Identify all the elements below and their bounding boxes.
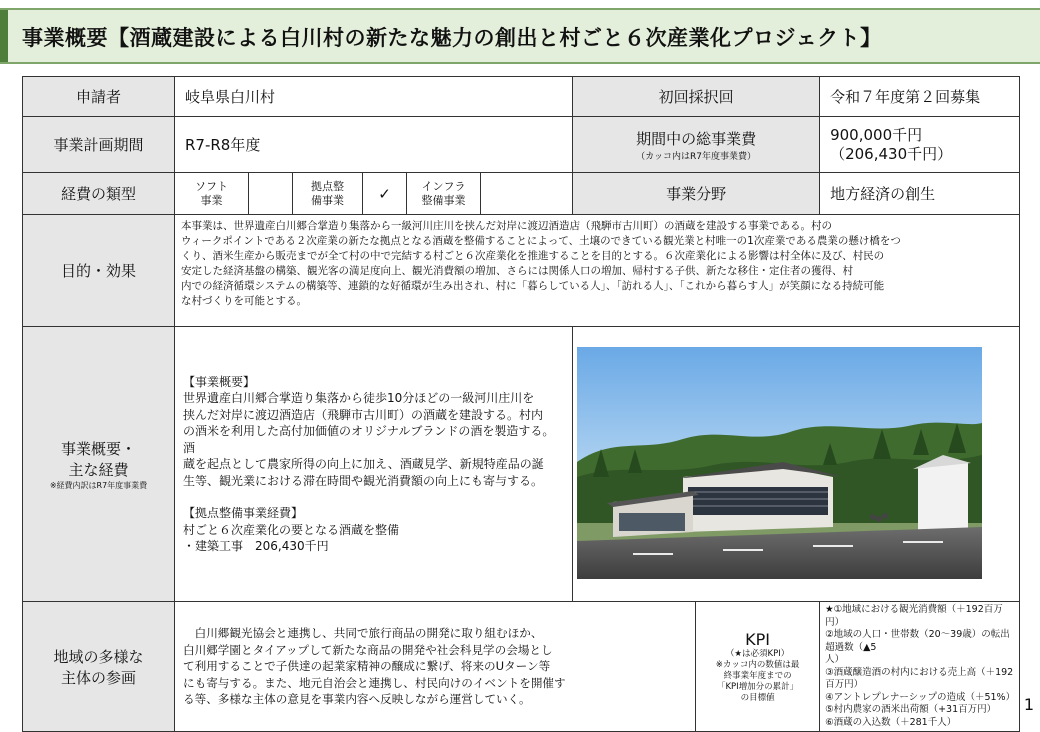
overview-text: [175, 327, 573, 602]
soft-label-line2: 事業: [200, 193, 223, 207]
title-accent: [0, 10, 8, 62]
purpose-line: 安定した経済基盤の構築、観光客の満足度向上、観光消費額の増加、さらには関係人口の増加、帰村する子供、新たな移住・定住者の獲得、村: [181, 265, 853, 277]
base-label-line1: 拠点整: [311, 179, 344, 193]
kpi-item: 人）: [825, 654, 845, 665]
period-value: R7-R8年度: [175, 117, 573, 173]
purpose-line: 内での経済循環システムの構築等、連鎖的な好循環が生み出され、村に「暮らしている人」、「訪れる人」、「これから暮らす人」が笑顔になる持続可能: [181, 280, 885, 292]
cost-heading: 【拠点整備事業経費】: [183, 506, 304, 520]
applicant-label: 申請者: [23, 77, 175, 117]
applicant-value: 岐阜県白川村: [175, 77, 573, 117]
infra-check-box: [481, 173, 573, 215]
overview-line: 世界遺産白川郷合掌造り集落から徒歩10分ほどの一級河川庄川を: [183, 391, 535, 405]
cost-type-label: 経費の類型: [23, 173, 175, 215]
kpi-item: ⑥酒蔵の入込数（＋281千人）: [825, 716, 957, 728]
participation-label-line1: 地域の多様な: [53, 647, 144, 666]
overview-line: 生等、観光業における滞在時間や観光消費額の向上にも寄与する。: [183, 473, 544, 488]
infra-project-label: [407, 173, 481, 215]
overview-heading: 【事業概要】: [183, 374, 256, 389]
participation-label-cell: [23, 602, 175, 732]
soft-label-line1: ソフト: [195, 179, 228, 193]
infra-label-line2: 整備事業: [421, 193, 466, 207]
summary-table: [22, 76, 1020, 732]
page-title: 事業概要【酒蔵建設による白川村の新たな魅力の創出と村ごと６次産業化プロジェクト】: [22, 26, 882, 50]
total-cost-note: （カッコ内はR7年度事業費）: [636, 151, 757, 162]
brewery-rendering-cell: [573, 327, 1020, 602]
soft-check-box: [249, 173, 293, 215]
kpi-item: ②地域の人口・世帯数（20～39歳）の転出超過数（▲5: [825, 629, 1010, 653]
participation-line: にも寄与する。また、地元自治会と連携し、村民向けのイベントを開催す: [183, 675, 566, 690]
field-value: 地方経済の創生: [820, 173, 1020, 215]
purpose-label: 目的・効果: [23, 215, 175, 327]
infra-label-line1: インフラ: [421, 179, 466, 193]
kpi-note-line: 「KPI増加分の累計」: [716, 681, 799, 692]
period-label: 事業計画期間: [23, 117, 175, 173]
first-adoption-value: 令和７年度第２回募集: [820, 77, 1020, 117]
purpose-line: な村づくりを可能とする。: [181, 295, 307, 307]
base-check-mark: ✓: [363, 173, 407, 215]
overview-label-line2: 主な経費: [68, 460, 129, 479]
first-adoption-label: 初回採択回: [573, 77, 820, 117]
purpose-line: ウィークポイントである２次産業の新たな拠点となる酒蔵を整備することによって、土壌のできている観光業と村唯一の1次産業である農業の懸け橋をつ: [181, 235, 901, 247]
kpi-note-line: ※カッコ内の数値は最: [715, 659, 800, 670]
participation-line: て利用することで子供達の起業家精神の醸成に繋げ、将来のUターン等: [183, 659, 551, 674]
page-number: 1: [1023, 695, 1034, 714]
kpi-list: [820, 602, 1020, 732]
total-cost-fy-value: （206,430千円）: [830, 144, 953, 163]
participation-label-line2: 主体の参画: [60, 668, 136, 687]
total-cost-value: 900,000千円: [830, 125, 923, 144]
total-cost-cell: [820, 117, 1020, 173]
purpose-line: 本事業は、世界遺産白川郷合掌造り集落から一級河川庄川を挟んだ対岸に渡辺酒造店（飛騨市古川町）の酒蔵を建設する事業である。村の: [181, 220, 832, 232]
base-project-label: [293, 173, 363, 215]
participation-line: 白川郷観光協会と連携し、共同で旅行商品の開発に取り組むほか、: [183, 626, 543, 641]
total-cost-header: [573, 117, 820, 173]
kpi-item: ④アントレプレナーシップの造成（＋51%）: [825, 691, 1016, 703]
participation-text: [175, 602, 696, 732]
overview-label-line1: 事業概要・: [60, 439, 136, 458]
overview-label-note: ※経費内訳はR7年度事業費: [49, 480, 148, 490]
title-bar: [0, 8, 1040, 64]
total-cost-label: 期間中の総事業費: [636, 129, 757, 148]
purpose-line: くり、酒米生産から販売までが全て村の中で完結する村ごと６次産業化を推進することを目的とする。６次産業化による影響は村全体に及び、村民の: [181, 250, 885, 262]
cost-line: 村ごと６次産業化の要となる酒蔵を整備: [183, 522, 400, 537]
participation-line: 白川郷学園とタイアップして新たな商品の開発や社会科見学の会場とし: [183, 642, 553, 657]
kpi-note-line: （★は必須KPI）: [725, 648, 790, 659]
kpi-header-cell: [696, 602, 820, 732]
kpi-note: [696, 649, 819, 704]
field-label: 事業分野: [573, 173, 820, 215]
kpi-item: ★①地域における観光消費額（＋192百万円）: [825, 604, 1003, 628]
overview-line: 挟んだ対岸に渡辺酒造店（飛騨市古川町）の酒蔵を建設する。村内: [183, 407, 544, 422]
kpi-note-line: 終事業年度までの: [723, 670, 792, 681]
participation-line: る等、多様な主体の意見を事業内容へ反映しながら運営していく。: [183, 692, 531, 707]
brewery-rendering-image: [573, 327, 982, 597]
cost-item: ・建築工事 206,430千円: [183, 539, 329, 553]
kpi-item: ⑤村内農家の酒米出荷額（+31百万円）: [825, 704, 997, 715]
base-label-line2: 備事業: [311, 193, 344, 207]
purpose-text: [175, 215, 1020, 327]
overview-line: の酒米を利用した高付加価値のオリジナルブランドの酒を製造する。酒: [183, 424, 555, 455]
soft-project-label: [175, 173, 249, 215]
overview-line: 蔵を起点として農家所得の向上に加え、酒蔵見学、新規特産品の誕: [183, 457, 544, 471]
overview-label-cell: [23, 327, 175, 602]
kpi-item: ③酒蔵醸造酒の村内における売上高（＋192百万円）: [825, 666, 1014, 690]
kpi-title: KPI: [745, 629, 770, 649]
kpi-note-line: の目標値: [740, 692, 775, 703]
